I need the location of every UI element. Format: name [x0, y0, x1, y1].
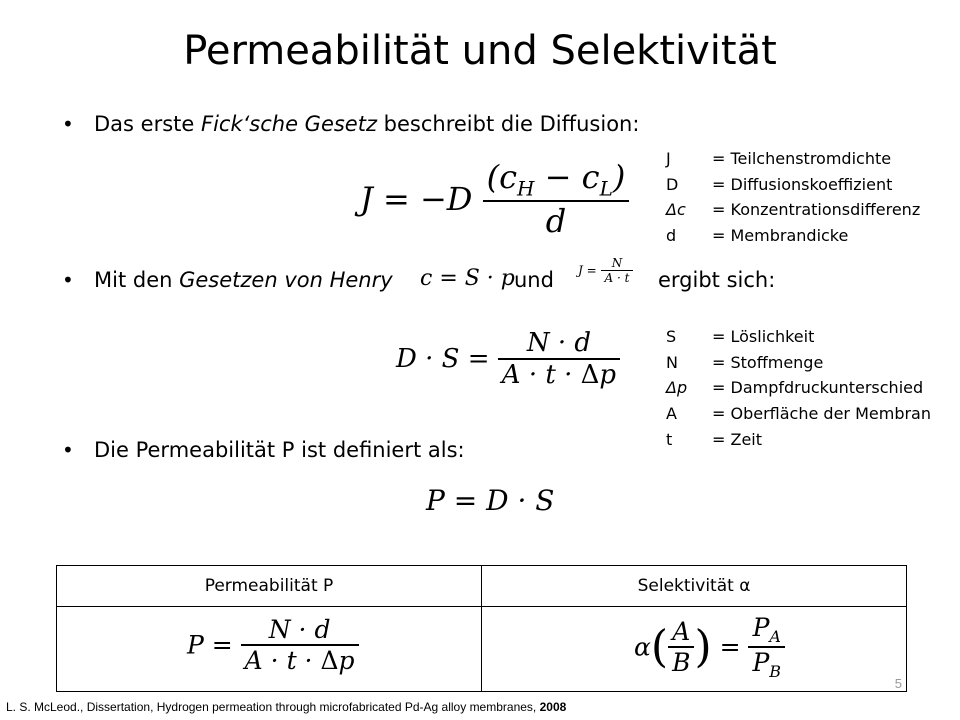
legend-symbol: J: [666, 149, 671, 168]
legend-row: [666, 146, 956, 172]
bullet-text: [94, 112, 639, 136]
permeability-equation: P = D · S: [426, 484, 555, 517]
bullet-italic: Fick‘sche Gesetz: [200, 112, 377, 136]
legend-symbol: S: [666, 327, 677, 346]
legend-row: [666, 172, 956, 198]
bullet-dot: •: [62, 268, 74, 292]
legend-row: [666, 350, 956, 376]
bullet-suffix: ergibt sich:: [658, 268, 776, 292]
table-header: Permeabilität P: [57, 566, 482, 607]
legend-description: = Teilchenstromdichte: [712, 149, 892, 168]
citation-year: 2008: [539, 700, 567, 714]
legend-description: = Membrandicke: [712, 226, 849, 246]
henry-equation: c = S · p: [420, 266, 515, 291]
legend-symbol: N: [666, 352, 678, 372]
table-cell-permeability: [57, 607, 482, 692]
ds-equation: D · S = $\frac{N \cdot d}{A \cdot t \cdot \Delta p}$: [396, 328, 620, 390]
legend-symbol: d: [666, 226, 677, 246]
bullet-suffix: beschreibt die Diffusion:: [376, 112, 640, 136]
legend-symbol: t: [666, 429, 673, 449]
legend-row: [666, 223, 956, 249]
table-header-row: [57, 566, 907, 607]
bullet-dot: •: [62, 438, 74, 462]
selectivity-formula: α( $\frac{A}{B}$ ) = $\frac{P_A}{P_B}$: [634, 613, 785, 681]
bullet-text: Die Permeabilität P ist definiert als:: [94, 438, 465, 462]
bullet-italic: Gesetzen von Henry: [179, 268, 393, 292]
flux-equation: J = $\frac{N}{A \cdot t}$: [578, 256, 633, 285]
bullet-dot: •: [62, 112, 74, 136]
citation-text: L. S. McLeod., Dissertation, Hydrogen permeation through microfabricated Pd-Ag alloy membranes,: [6, 700, 540, 714]
legend-description: = Konzentrationsdifferenz: [712, 200, 921, 220]
legend-symbol: Δp: [666, 378, 688, 398]
legend-description: = Dampfdruckunterschied: [712, 378, 924, 398]
legend-row: [666, 324, 956, 350]
legend-fick: [666, 146, 956, 249]
bullet-prefix: Das erste: [94, 112, 201, 136]
bullet-prefix: Mit den: [94, 268, 180, 292]
fick-equation: J = −D $\frac{(c_H - c_L)}{d}$: [360, 158, 629, 240]
comparison-table: [56, 565, 907, 692]
legend-henry: [666, 324, 956, 452]
legend-row: [666, 197, 956, 223]
legend-description: = Diffusionskoeffizient: [712, 174, 893, 194]
legend-symbol: D: [666, 174, 679, 194]
legend-row: [666, 427, 956, 453]
legend-row: [666, 375, 956, 401]
legend-description: = Löslichkeit: [712, 327, 815, 346]
legend-description: = Stoffmenge: [712, 352, 824, 372]
permeability-formula: P = $\frac{N \cdot d}{A \cdot t \cdot \Delta p}$: [187, 615, 359, 675]
citation: [6, 700, 566, 714]
page-number: 5: [894, 676, 902, 691]
bullet-und: und: [514, 268, 554, 292]
table-row: [57, 607, 907, 692]
legend-row: [666, 401, 956, 427]
table-header: Selektivität α: [482, 566, 907, 607]
legend-symbol: A: [666, 404, 677, 424]
slide-title: Permeabilität und Selektivität: [183, 28, 777, 74]
legend-description: = Oberfläche der Membran: [712, 404, 931, 424]
table-cell-selectivity: [482, 607, 907, 692]
legend-symbol: Δc: [666, 200, 686, 220]
legend-description: = Zeit: [712, 429, 763, 449]
